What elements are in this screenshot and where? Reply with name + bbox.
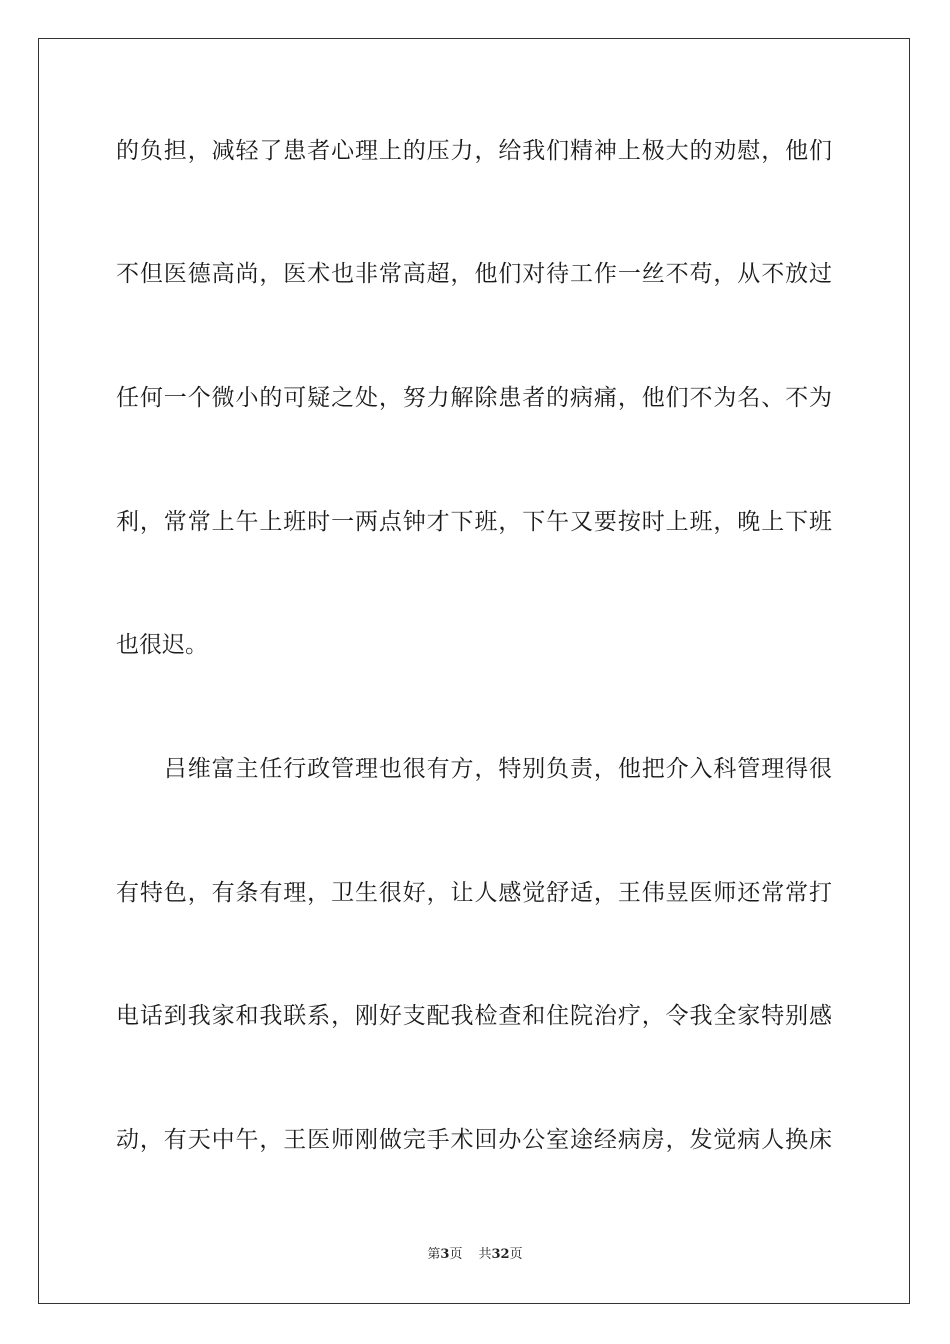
footer-total-suffix: 页 (509, 1247, 523, 1262)
body-text-line-2: 不但医德高尚，医术也非常高超，他们对待工作一丝不苟，从不放过 (116, 261, 832, 287)
footer-page-prefix: 第 (427, 1247, 441, 1262)
body-text-line-1: 的负担，减轻了患者心理上的压力，给我们精神上极大的劝慰，他们 (116, 138, 832, 164)
body-text-line-3: 任何一个微小的可疑之处，努力解除患者的病痛，他们不为名、不为 (116, 385, 832, 411)
body-text-line-4: 利，常常上午上班时一两点钟才下班，下午又要按时上班，晚上下班 (116, 509, 832, 535)
footer-total-prefix: 共 (478, 1247, 492, 1262)
body-text-line-8: 电话到我家和我联系，刚好支配我检查和住院治疗，令我全家特别感 (116, 1003, 832, 1029)
footer-page-number: 3 (440, 1247, 450, 1262)
page-footer (0, 1246, 950, 1264)
body-text-line-5: 也很迟。 (116, 632, 208, 658)
body-text-line-6: 吕维富主任行政管理也很有方，特别负责，他把介入科管理得很 (116, 756, 832, 782)
body-text-line-9: 动，有天中午，王医师刚做完手术回办公室途经病房，发觉病人换床 (116, 1127, 832, 1153)
page-border (38, 38, 910, 1304)
footer-page-suffix: 页 (449, 1247, 463, 1262)
footer-total-pages: 32 (491, 1247, 510, 1262)
body-text-line-7: 有特色，有条有理，卫生很好，让人感觉舒适，王伟昱医师还常常打 (116, 880, 832, 906)
